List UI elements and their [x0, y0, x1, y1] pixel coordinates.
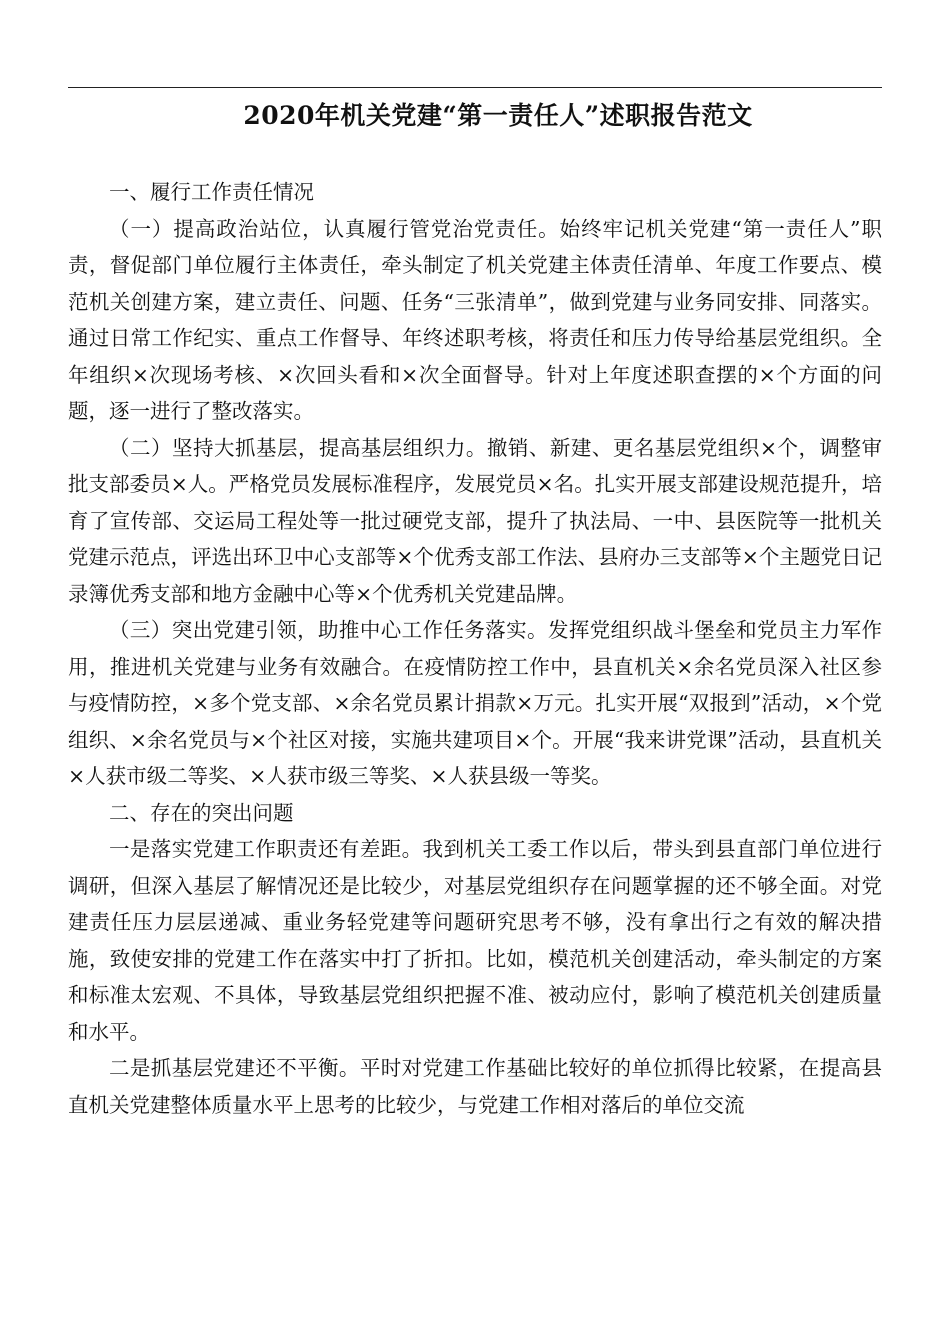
paragraph-1: （一）提高政治站位，认真履行管党治党责任。始终牢记机关党建“第一责任人”职责，督促部门单位履行主体责任，牵头制定了机关党建主体责任清单、年度工作要点、模范机关创建方案，建立责任、问题、任务“三张清单”，做到党建与业务同安排、同落实。通过日常工作纪实、重点工作督导、年终述职考核，将责任和压力传导给基层党组织。全年组织×次现场考核、×次回头看和×次全面督导。针对上年度述职查摆的×个方面的问题，逐一进行了整改落实。	[68, 216, 882, 423]
paragraph-2: （二）坚持大抓基层，提高基层组织力。撤销、新建、更名基层党组织×个，调整审批支部委员×人。严格党员发展标准程序，发展党员×名。扎实开展支部建设规范提升，培育了宣传部、交运局工程处等一批过硬党支部，提升了执法局、一中、县医院等一批机关党建示范点，评选出环卫中心支部等×个优秀支部工作法、县府办三支部等×个主题党日记录簿优秀支部和地方金融中心等×个优秀机关党建品牌。	[68, 435, 882, 606]
section-heading-2: 二、存在的突出问题	[109, 800, 294, 825]
paragraph-4: 一是落实党建工作职责还有差距。我到机关工委工作以后，带头到县直部门单位进行调研，但深入基层了解情况还是比较少，对基层党组织存在问题掌握的还不够全面。对党建责任压力层层递减、重业务轻党建等问题研究思考不够，没有拿出行之有效的解决措施，致使安排的党建工作在落实中打了折扣。比如，模范机关创建活动，牵头制定的方案和标准太宏观、不具体，导致基层党组织把握不准、被动应付，影响了模范机关创建质量和水平。	[68, 837, 882, 1044]
paragraph-5: 二是抓基层党建还不平衡。平时对党建工作基础比较好的单位抓得比较紧，在提高县直机关党建整体质量水平上思考的比较少，与党建工作相对落后的单位交流	[68, 1056, 882, 1117]
document-title: 2020年机关党建“第一责任人”述职报告范文	[243, 101, 753, 130]
section-heading-1: 一、履行工作责任情况	[109, 180, 314, 204]
paragraph-3: （三）突出党建引领，助推中心工作任务落实。发挥党组织战斗堡垒和党员主力军作用，推进机关党建与业务有效融合。在疫情防控工作中，县直机关×余名党员深入社区参与疫情防控，×多个党支部、×余名党员累计捐款×万元。扎实开展“双报到”活动，×个党组织、×余名党员与×个社区对接，实施共建项目×个。开展“我来讲党课”活动，县直机关×人获市级二等奖、×人获市级三等奖、×人获县级一等奖。	[68, 618, 882, 788]
document-body	[68, 174, 882, 1123]
header-rule	[68, 87, 882, 88]
